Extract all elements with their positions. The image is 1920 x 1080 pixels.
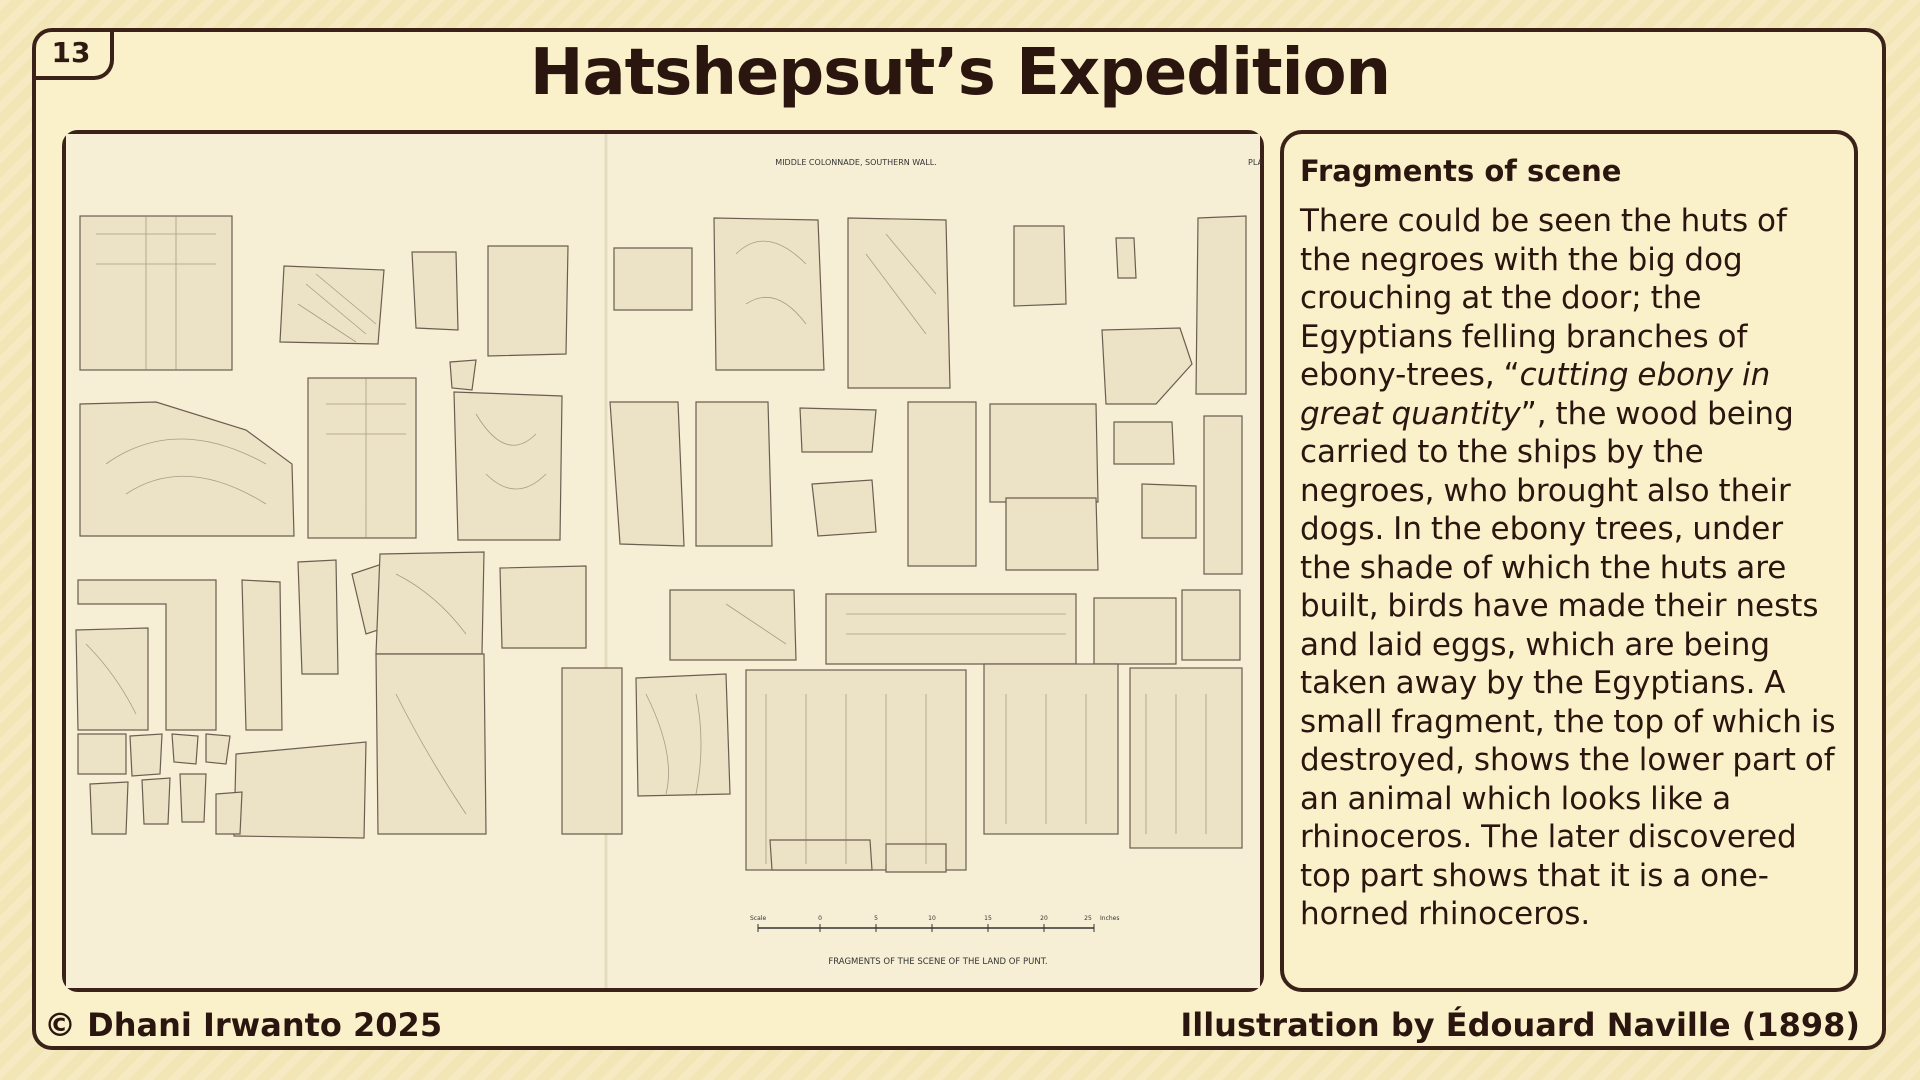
fragment (450, 360, 476, 390)
fragment (242, 580, 282, 730)
fragment (886, 844, 946, 872)
fragment (1142, 484, 1196, 538)
fragment (848, 218, 950, 388)
copyright-footer: © Dhani Irwanto 2025 (44, 1006, 443, 1044)
fragment (376, 654, 486, 834)
fragment (636, 674, 730, 796)
fragment (206, 734, 230, 764)
fragment (488, 246, 568, 356)
fragment (216, 792, 242, 834)
fragment (376, 552, 484, 654)
fragment (90, 782, 128, 834)
fragment (1196, 216, 1246, 394)
fragment (714, 218, 824, 370)
fragment (614, 248, 692, 310)
fragment (500, 566, 586, 648)
credit-footer: Illustration by Édouard Naville (1898) (1180, 1006, 1860, 1044)
fragment (770, 840, 872, 870)
plate-illustration-panel (62, 130, 1264, 992)
scale-tick: 10 (928, 915, 936, 922)
fragment (800, 408, 876, 452)
body-italic-quote: cutting ebony in great quantity (1300, 357, 1771, 432)
fragment (984, 664, 1118, 834)
fragment (826, 594, 1076, 664)
text-panel-body (1300, 202, 1838, 934)
fragment (80, 216, 232, 370)
fragment (130, 734, 162, 776)
fragment (234, 742, 366, 838)
slide-title: Hatshepsut’s Expedition (529, 36, 1391, 110)
plate-illustration (66, 134, 1263, 988)
fragment (1116, 238, 1136, 278)
scale-tick: 0 (818, 915, 822, 922)
fragment (172, 734, 198, 764)
fragment (1114, 422, 1174, 464)
fragment (298, 560, 338, 674)
scale-unit: Inches (1100, 915, 1120, 922)
fragment (1130, 668, 1242, 848)
scale-tick: 25 (1084, 915, 1092, 922)
fragment (1204, 416, 1242, 574)
scale-tick: 20 (1040, 915, 1048, 922)
scale-tick: 5 (874, 915, 878, 922)
fragment (78, 734, 126, 774)
fragment (1006, 498, 1098, 570)
fragment (412, 252, 458, 330)
fragment (180, 774, 206, 822)
fragment (1014, 226, 1066, 306)
scale-tick: 15 (984, 915, 992, 922)
fragment (812, 480, 876, 536)
fragment (670, 590, 796, 660)
text-panel-heading: Fragments of scene (1300, 154, 1622, 188)
body-text: ”, the wood being carried to the ships by the negroes, who brought also their dogs. In the ebony trees, under the shade of which the huts are built, birds have made their nests and laid eggs, which are being taken away by the Egyptians. A small fragment, the top of which is destroyed, shows the lower part of an animal which looks like a rhinoceros. The later discovered top part shows that it is a one-horned rhinoceros. (1300, 395, 1836, 932)
text-panel (1280, 130, 1858, 992)
plate-header: MIDDLE COLONNADE, SOUTHERN WALL. (775, 158, 937, 167)
fragment (990, 404, 1098, 502)
fragment (76, 628, 148, 730)
plate-caption: FRAGMENTS OF THE SCENE OF THE LAND OF PUNT. (828, 957, 1048, 967)
fragment (610, 402, 684, 546)
fragment (1182, 590, 1240, 660)
scale-label: Scale (750, 915, 767, 922)
slide-number: 13 (32, 28, 114, 80)
fragment (908, 402, 976, 566)
fragment (562, 668, 622, 834)
fragment (308, 378, 416, 538)
fragment (142, 778, 170, 824)
plate-mark: PLA (1248, 158, 1263, 167)
body-text: There could be seen the huts of the negroes with the big dog crouching at the door; the Egyptians felling branches of ebony-trees, “ (1300, 203, 1787, 393)
fragment (280, 266, 384, 344)
fragment (454, 392, 562, 540)
fragment (1094, 598, 1176, 664)
fragment (696, 402, 772, 546)
